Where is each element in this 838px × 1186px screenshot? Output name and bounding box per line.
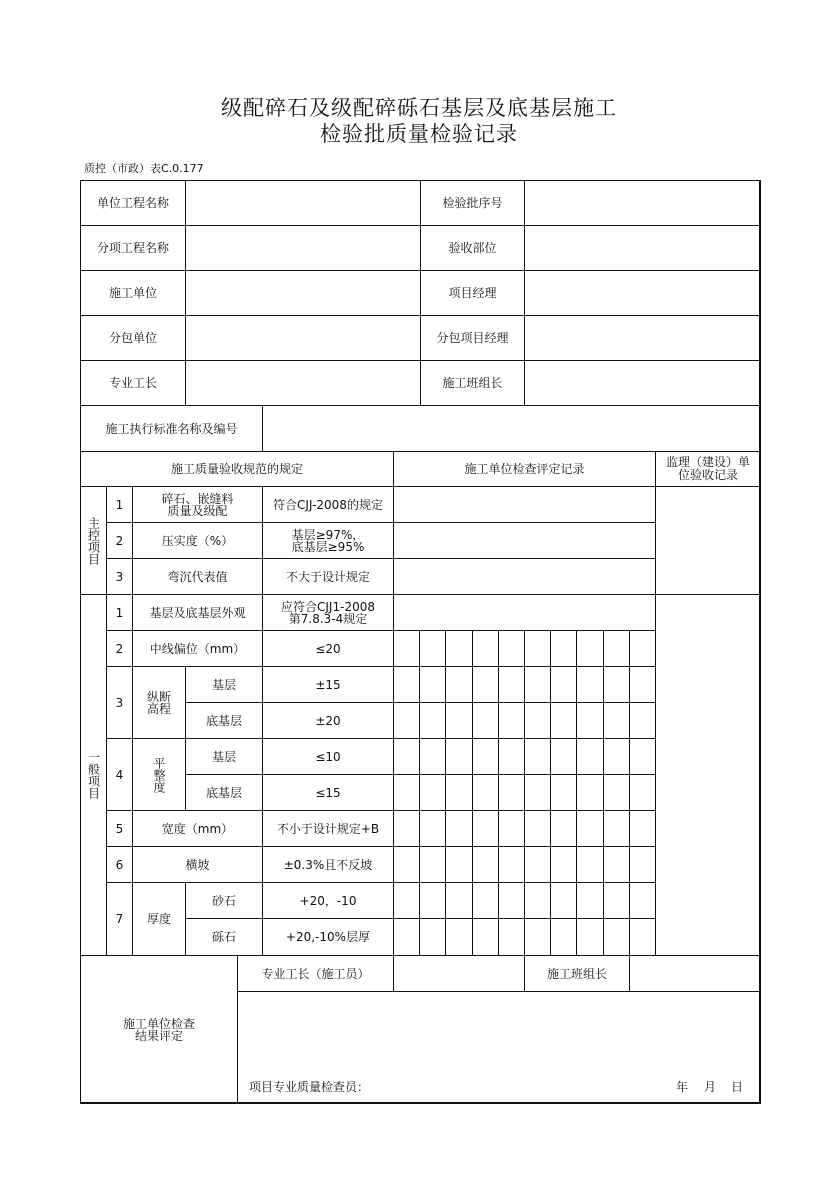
general-item-3-sub-2-point-9[interactable] xyxy=(603,702,630,739)
general-item-7-no: 7 xyxy=(106,882,133,956)
general-item-3-sub-2-point-1[interactable] xyxy=(393,702,420,739)
main-item-3-req: 不大于设计规定 xyxy=(262,558,394,595)
general-item-3-sub-1-req: ±15 xyxy=(262,666,394,703)
general-item-4-sub-2-point-10[interactable] xyxy=(629,774,656,811)
day-label: 日 xyxy=(731,1080,744,1094)
general-item-6-point-2[interactable] xyxy=(419,846,446,883)
footer-foreman-label: 专业工长（施工员） xyxy=(237,955,394,992)
general-item-6-point-3[interactable] xyxy=(445,846,473,883)
main-control-label: 主控项目 xyxy=(80,486,107,595)
general-item-2-name: 中线偏位（mm） xyxy=(132,630,263,667)
general-item-3-sub-1-point-5[interactable] xyxy=(498,666,525,703)
general-item-2-point-8[interactable] xyxy=(576,630,604,667)
general-item-3-sub-2-point-8[interactable] xyxy=(576,702,604,739)
general-item-3-sub-1-point-10[interactable] xyxy=(629,666,656,703)
general-item-5-point-6[interactable] xyxy=(524,810,551,847)
main-item-3-no: 3 xyxy=(106,558,133,595)
general-item-4-sub-2-req: ≤15 xyxy=(262,774,394,811)
general-item-5-point-3[interactable] xyxy=(445,810,473,847)
general-item-5-name: 宽度（mm） xyxy=(132,810,263,847)
general-item-3-sub-2-name: 底基层 xyxy=(185,702,263,739)
general-item-5-point-8[interactable] xyxy=(576,810,604,847)
general-item-4-sub-1-point-7[interactable] xyxy=(550,738,577,775)
construction-unit-field[interactable] xyxy=(185,270,421,316)
general-item-5-point-9[interactable] xyxy=(603,810,630,847)
project-manager-label: 项目经理 xyxy=(420,270,525,316)
general-item-3-sub-2-point-4[interactable] xyxy=(472,702,499,739)
general-item-4-sub-2-point-5[interactable] xyxy=(498,774,525,811)
main-item-1-name-line-2: 质量及级配 xyxy=(167,503,228,518)
footer-foreman-field[interactable] xyxy=(393,955,525,992)
foreman-field[interactable] xyxy=(185,360,421,406)
general-item-7-sub-1-point-8[interactable] xyxy=(576,882,604,919)
general-item-5-no: 5 xyxy=(106,810,133,847)
general-item-1-req-text xyxy=(281,601,375,625)
general-item-7-sub-1-point-4[interactable] xyxy=(472,882,499,919)
general-item-7-sub-2-name: 砾石 xyxy=(185,918,263,956)
general-item-7-sub-1-point-9[interactable] xyxy=(603,882,630,919)
general-item-2-point-10[interactable] xyxy=(629,630,656,667)
main-item-2-record[interactable] xyxy=(393,522,656,559)
general-item-2-point-7[interactable] xyxy=(550,630,577,667)
acceptance-part-field[interactable] xyxy=(524,225,761,271)
general-item-3-sub-1-name: 基层 xyxy=(185,666,263,703)
batch-no-label: 检验批序号 xyxy=(420,180,525,226)
general-item-7-sub-2-point-3[interactable] xyxy=(445,918,473,956)
general-item-3-sub-1-point-4[interactable] xyxy=(472,666,499,703)
general-item-2-req: ≤20 xyxy=(262,630,394,667)
general-item-7-sub-1-req: +20，-10 xyxy=(262,882,394,919)
general-item-7-sub-2-point-1[interactable] xyxy=(393,918,420,956)
month-label: 月 xyxy=(704,1080,717,1094)
general-item-4-sub-2-point-4[interactable] xyxy=(472,774,499,811)
general-item-4-sub-1-point-3[interactable] xyxy=(445,738,473,775)
general-item-3-sub-2-point-10[interactable] xyxy=(629,702,656,739)
general-item-3-sub-2-point-3[interactable] xyxy=(445,702,473,739)
general-item-7-sub-1-point-6[interactable] xyxy=(524,882,551,919)
project-manager-field[interactable] xyxy=(524,270,761,316)
general-item-1-req-line-2: 第7.8.3-4规定 xyxy=(288,611,368,626)
unit-project-name-field[interactable] xyxy=(185,180,421,226)
general-item-4-sub-2-point-1[interactable] xyxy=(393,774,420,811)
general-item-4-sub-2-point-7[interactable] xyxy=(550,774,577,811)
general-item-5-point-4[interactable] xyxy=(472,810,499,847)
team-leader-field[interactable] xyxy=(524,360,761,406)
general-item-1-no: 1 xyxy=(106,594,133,631)
general-item-7-sub-1-point-1[interactable] xyxy=(393,882,420,919)
general-item-7-sub-2-point-6[interactable] xyxy=(524,918,551,956)
general-item-1-name: 基层及底基层外观 xyxy=(132,594,263,631)
general-item-1-req xyxy=(262,594,394,631)
general-item-7-sub-2-point-2[interactable] xyxy=(419,918,446,956)
general-item-1-record[interactable] xyxy=(393,594,656,631)
general-item-2-point-1[interactable] xyxy=(393,630,420,667)
general-label: 一般项目 xyxy=(80,594,107,956)
main-item-1-req: 符合CJJ-2008的规定 xyxy=(262,486,394,523)
general-item-4-sub-2-point-6[interactable] xyxy=(524,774,551,811)
main-item-3-name: 弯沉代表值 xyxy=(132,558,263,595)
team-leader-label: 施工班组长 xyxy=(420,360,525,406)
general-item-7-sub-2-point-10[interactable] xyxy=(629,918,656,956)
general-item-3-sub-2-point-7[interactable] xyxy=(550,702,577,739)
sub-project-name-field[interactable] xyxy=(185,225,421,271)
general-item-4-sub-1-point-4[interactable] xyxy=(472,738,499,775)
general-item-5-point-5[interactable] xyxy=(498,810,525,847)
general-item-3-name-text xyxy=(147,691,171,715)
main-item-1-name-line-1: 碎石、嵌缝料 xyxy=(161,491,234,506)
general-item-3-sub-1-point-1[interactable] xyxy=(393,666,420,703)
general-item-7-sub-1-point-10[interactable] xyxy=(629,882,656,919)
form-title-line1: 级配碎石及级配碎砾石基层及底基层施工 xyxy=(221,96,617,120)
general-item-7-sub-1-point-7[interactable] xyxy=(550,882,577,919)
general-item-2-no: 2 xyxy=(106,630,133,667)
record-header: 施工单位检查评定记录 xyxy=(393,451,656,487)
main-item-1-name-text xyxy=(161,493,233,517)
main-item-1-record[interactable] xyxy=(393,486,656,523)
general-item-6-req: ±0.3%且不反坡 xyxy=(262,846,394,883)
general-item-4-sub-1-point-8[interactable] xyxy=(576,738,604,775)
general-item-7-sub-1-point-5[interactable] xyxy=(498,882,525,919)
general-supervision-record[interactable] xyxy=(655,594,761,956)
general-item-3-sub-1-point-9[interactable] xyxy=(603,666,630,703)
general-item-4-sub-2-name: 底基层 xyxy=(185,774,263,811)
general-item-2-point-3[interactable] xyxy=(445,630,473,667)
batch-no-field[interactable] xyxy=(524,180,761,226)
general-item-2-point-5[interactable] xyxy=(498,630,525,667)
general-item-4-sub-2-point-3[interactable] xyxy=(445,774,473,811)
subcontract-unit-field[interactable] xyxy=(185,315,421,361)
general-item-7-sub-1-name: 砂石 xyxy=(185,882,263,919)
footer-team-leader-field[interactable] xyxy=(629,955,761,992)
standard-name-label: 施工执行标准名称及编号 xyxy=(80,405,263,452)
general-item-3-sub-1-point-3[interactable] xyxy=(445,666,473,703)
general-item-6-point-6[interactable] xyxy=(524,846,551,883)
construction-unit-label: 施工单位 xyxy=(80,270,186,316)
general-item-3-sub-2-point-2[interactable] xyxy=(419,702,446,739)
main-item-1-name xyxy=(132,486,263,523)
sub-project-name-label: 分项工程名称 xyxy=(80,225,186,271)
foreman-label: 专业工长 xyxy=(80,360,186,406)
general-item-7-sub-2-point-4[interactable] xyxy=(472,918,499,956)
general-item-2-point-4[interactable] xyxy=(472,630,499,667)
general-item-4-no: 4 xyxy=(106,738,133,811)
general-item-3-sub-1-point-8[interactable] xyxy=(576,666,604,703)
subcontract-unit-label: 分包单位 xyxy=(80,315,186,361)
general-item-7-sub-2-point-9[interactable] xyxy=(603,918,630,956)
general-item-3-no: 3 xyxy=(106,666,133,739)
main-item-2-req xyxy=(262,522,394,559)
general-item-5-point-1[interactable] xyxy=(393,810,420,847)
general-item-3-sub-1-point-2[interactable] xyxy=(419,666,446,703)
subcontract-manager-label: 分包项目经理 xyxy=(420,315,525,361)
general-item-5-point-10[interactable] xyxy=(629,810,656,847)
general-item-3-sub-2-point-6[interactable] xyxy=(524,702,551,739)
general-item-4-sub-1-point-9[interactable] xyxy=(603,738,630,775)
general-item-2-point-6[interactable] xyxy=(524,630,551,667)
form-code: 质控（市政）表C.0.177 xyxy=(84,162,204,175)
general-item-5-point-2[interactable] xyxy=(419,810,446,847)
general-item-7-name: 厚度 xyxy=(132,882,186,956)
general-item-3-sub-1-point-7[interactable] xyxy=(550,666,577,703)
acceptance-part-label: 验收部位 xyxy=(420,225,525,271)
general-item-2-point-9[interactable] xyxy=(603,630,630,667)
general-item-7-sub-1-point-3[interactable] xyxy=(445,882,473,919)
general-item-6-point-7[interactable] xyxy=(550,846,577,883)
result-label xyxy=(80,955,238,1104)
main-item-2-req-line-2: 底基层≥95% xyxy=(291,539,365,554)
general-item-7-sub-2-point-7[interactable] xyxy=(550,918,577,956)
general-item-4-sub-1-point-1[interactable] xyxy=(393,738,420,775)
general-item-3-name-line-2: 高程 xyxy=(146,701,171,716)
main-supervision-record[interactable] xyxy=(655,486,761,595)
general-item-2-point-2[interactable] xyxy=(419,630,446,667)
general-item-7-sub-1-point-2[interactable] xyxy=(419,882,446,919)
year-label: 年 xyxy=(676,1080,689,1094)
inspector-label: 项目专业质量检查员： xyxy=(249,1080,370,1094)
spec-header: 施工质量验收规范的规定 xyxy=(80,451,394,487)
general-item-6-point-5[interactable] xyxy=(498,846,525,883)
result-label-line-1: 施工单位检查 xyxy=(122,1016,195,1031)
general-item-3-name xyxy=(132,666,186,739)
general-item-4-name: 平整度 xyxy=(132,738,186,811)
general-item-5-point-7[interactable] xyxy=(550,810,577,847)
general-item-6-point-10[interactable] xyxy=(629,846,656,883)
general-item-6-point-8[interactable] xyxy=(576,846,604,883)
subcontract-manager-field[interactable] xyxy=(524,315,761,361)
general-item-4-sub-1-point-10[interactable] xyxy=(629,738,656,775)
unit-project-name-label: 单位工程名称 xyxy=(80,180,186,226)
general-item-6-no: 6 xyxy=(106,846,133,883)
general-item-7-sub-2-point-5[interactable] xyxy=(498,918,525,956)
footer-team-leader-label: 施工班组长 xyxy=(524,955,630,992)
general-item-6-point-4[interactable] xyxy=(472,846,499,883)
standard-name-field[interactable] xyxy=(262,405,761,452)
general-item-1-req-line-1: 应符合CJJ1-2008 xyxy=(281,599,375,614)
general-item-4-sub-2-point-9[interactable] xyxy=(603,774,630,811)
general-item-4-sub-2-point-8[interactable] xyxy=(576,774,604,811)
general-item-7-sub-2-point-8[interactable] xyxy=(576,918,604,956)
result-label-text xyxy=(123,1018,195,1042)
general-item-4-sub-2-point-2[interactable] xyxy=(419,774,446,811)
general-item-4-sub-1-point-2[interactable] xyxy=(419,738,446,775)
general-item-4-sub-1-name: 基层 xyxy=(185,738,263,775)
main-item-3-record[interactable] xyxy=(393,558,656,595)
general-item-3-sub-2-point-5[interactable] xyxy=(498,702,525,739)
general-item-6-point-9[interactable] xyxy=(603,846,630,883)
general-item-4-sub-1-point-5[interactable] xyxy=(498,738,525,775)
supervision-header: 监理（建设）单位验收记录 xyxy=(655,451,761,487)
general-item-6-name: 横坡 xyxy=(132,846,263,883)
main-item-2-name: 压实度（%） xyxy=(132,522,263,559)
general-item-3-sub-1-point-6[interactable] xyxy=(524,666,551,703)
general-item-5-req: 不小于设计规定+B xyxy=(262,810,394,847)
main-item-2-req-line-1: 基层≥97%， xyxy=(291,527,365,542)
general-item-7-sub-2-req: +20,-10%层厚 xyxy=(262,918,394,956)
main-item-1-no: 1 xyxy=(106,486,133,523)
main-item-2-no: 2 xyxy=(106,522,133,559)
main-item-2-req-text xyxy=(292,529,365,553)
general-item-6-point-1[interactable] xyxy=(393,846,420,883)
form-title-line2: 检验批质量检验记录 xyxy=(320,122,518,146)
general-item-4-sub-1-req: ≤10 xyxy=(262,738,394,775)
general-item-4-sub-1-point-6[interactable] xyxy=(524,738,551,775)
result-label-line-2: 结果评定 xyxy=(134,1028,183,1043)
general-item-3-name-line-1: 纵断 xyxy=(146,689,171,704)
general-item-3-sub-2-req: ±20 xyxy=(262,702,394,739)
